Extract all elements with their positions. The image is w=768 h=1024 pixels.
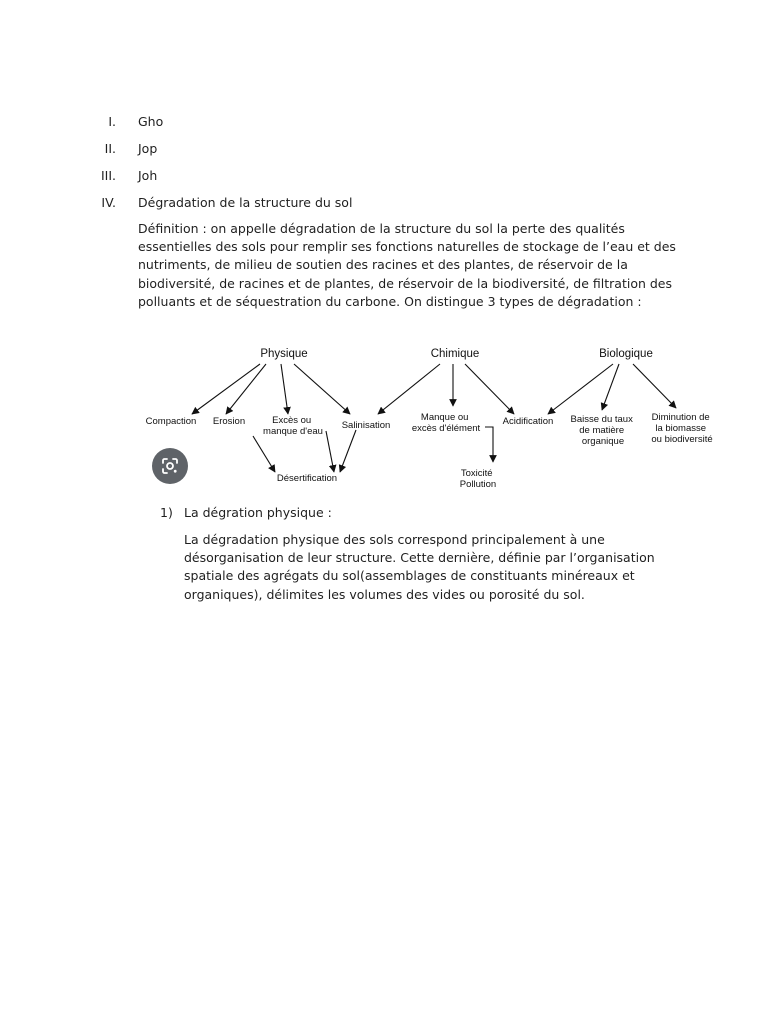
outline-text: Joh [138,168,158,183]
diagram-svg [138,336,728,496]
lens-glyph [161,457,179,475]
outline-numeral: III. [100,168,116,183]
node-compaction: Compaction [145,416,197,427]
degradation-diagram [138,336,728,496]
definition-paragraph: Définition : on appelle dégradation de la structure du sol la perte des qualités essentielles des sols pour remplir ses fonctions naturelles de stockage de l’eau et des nutriments, de milieu de soutien des racines et des plantes, de réservoir de la biodiversité, de racines et de plantes, de réservoir de la biodiversité, de filtration des polluants et de séquestration du carbone. On distingue 3 types de dégradation : [138,221,676,309]
node-baisse-matiere: Baisse du taux de matière organique [570,414,633,447]
outline-text: Jop [138,141,158,156]
node-toxicite: Toxicité Pollution [459,468,497,490]
section-title: La dégration physique : [184,505,332,520]
biologique-arrows [548,364,676,414]
node-manque-element: Manque ou excès d'élément [411,412,481,434]
node-diminution-biomasse: Diminution de la biomasse ou biodiversité [651,412,713,445]
section-paragraph: La dégradation physique des sols correspond principalement à une désorganisation de leur structure. Cette dernière, définie par l’organisation spatiale des agrégats du sol(assemblages de constituants minéreaux et organiques), délimites les volumes des vides ou porosité du sol. [184,532,655,602]
outline-numeral: I. [108,114,116,129]
google-lens-icon[interactable] [152,448,188,484]
node-exces-eau: Excès ou manque d'eau [263,415,323,437]
node-acidification: Acidification [502,416,554,427]
node-desertification: Désertification [276,473,338,484]
node-erosion: Erosion [212,416,246,427]
outline-numeral: II. [104,141,116,156]
outline-numeral: IV. [101,195,116,210]
outline-text: Gho [138,114,164,129]
section-number: 1) [160,505,173,520]
category-biologique: Biologique [599,348,653,360]
category-chimique: Chimique [430,348,480,360]
category-physique: Physique [260,348,308,360]
outline-text: Dégradation de la structure du sol [138,195,353,210]
node-salinisation: Salinisation [341,420,391,431]
